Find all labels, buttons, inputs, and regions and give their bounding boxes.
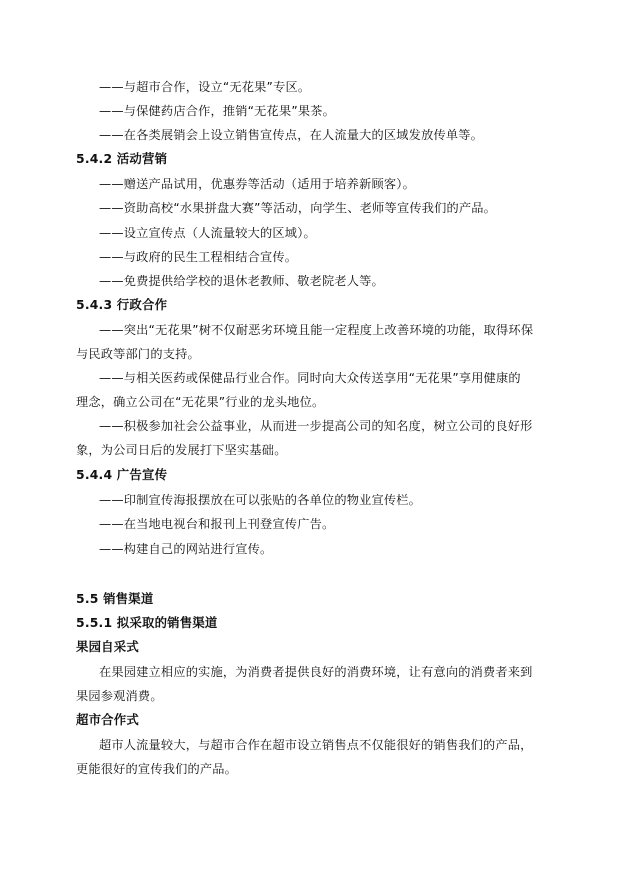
paragraph-line: ——与相关医药或保健品行业合作。同时向大众传送享用“无花果”享用健康的 — [99, 371, 521, 385]
paragraph-line: 超市人流量较大，与超市合作在超市设立销售点不仅能很好的销售我们的产品， — [99, 738, 533, 752]
section-heading-5-5: 5.5 销售渠道 — [76, 591, 154, 606]
paragraph-line: ——免费提供给学校的退休老教师、敬老院老人等。 — [99, 274, 384, 288]
paragraph-line: 与民政等部门的支持。 — [76, 347, 200, 361]
paragraph-line: ——构建自己的网站进行宣传。 — [99, 542, 273, 556]
section-heading-5-4-4: 5.4.4 广告宣传 — [76, 467, 168, 482]
paragraph-line: 理念，确立公司在“无花果”行业的龙头地位。 — [76, 395, 325, 409]
paragraph-line: 果园参观消费。 — [76, 689, 163, 703]
paragraph-line: ——积极参加社会公益事业，从而进一步提高公司的知名度，树立公司的良好形 — [99, 419, 533, 433]
paragraph-line: ——在当地电视台和报刊上刊登宣传广告。 — [99, 517, 335, 531]
paragraph-line: 在果园建立相应的实施，为消费者提供良好的消费环境，让有意向的消费者来到 — [99, 665, 533, 679]
paragraph-line: ——赠送产品试用，优惠券等活动（适用于培养新顾客）。 — [99, 177, 415, 191]
paragraph-line: ——印制宣传海报摆放在可以张贴的各单位的物业宣传栏。 — [99, 493, 422, 507]
paragraph-line: ——与政府的民生工程相结合宣传。 — [99, 250, 298, 264]
paragraph-line: 更能很好的宣传我们的产品。 — [76, 762, 238, 776]
paragraph-line: ——在各类展销会上设立销售宣传点，在人流量大的区域发放传单等。 — [99, 128, 484, 142]
section-heading-5-4-2: 5.4.2 活动营销 — [76, 151, 168, 166]
paragraph-line: ——资助高校“水果拼盘大赛”等活动，向学生、老师等宣传我们的产品。 — [99, 201, 497, 215]
subheading-orchard-pick: 果园自采式 — [76, 639, 139, 654]
paragraph-line: ——与保健药店合作，推销“无花果”果茶。 — [99, 104, 336, 118]
paragraph-line: ——突出“无花果”树不仅耐恶劣环境且能一定程度上改善环境的功能，取得环保 — [99, 323, 534, 337]
subheading-supermarket-cooperation: 超市合作式 — [76, 712, 139, 727]
paragraph-line: ——与超市合作，设立“无花果”专区。 — [99, 80, 311, 94]
section-heading-5-4-3: 5.4.3 行政合作 — [76, 297, 168, 312]
paragraph-line: 象，为公司日后的发展打下坚实基础。 — [76, 443, 287, 457]
paragraph-line: ——设立宣传点（人流量较大的区域）。 — [99, 226, 316, 240]
section-heading-5-5-1: 5.5.1 拟采取的销售渠道 — [76, 615, 218, 630]
